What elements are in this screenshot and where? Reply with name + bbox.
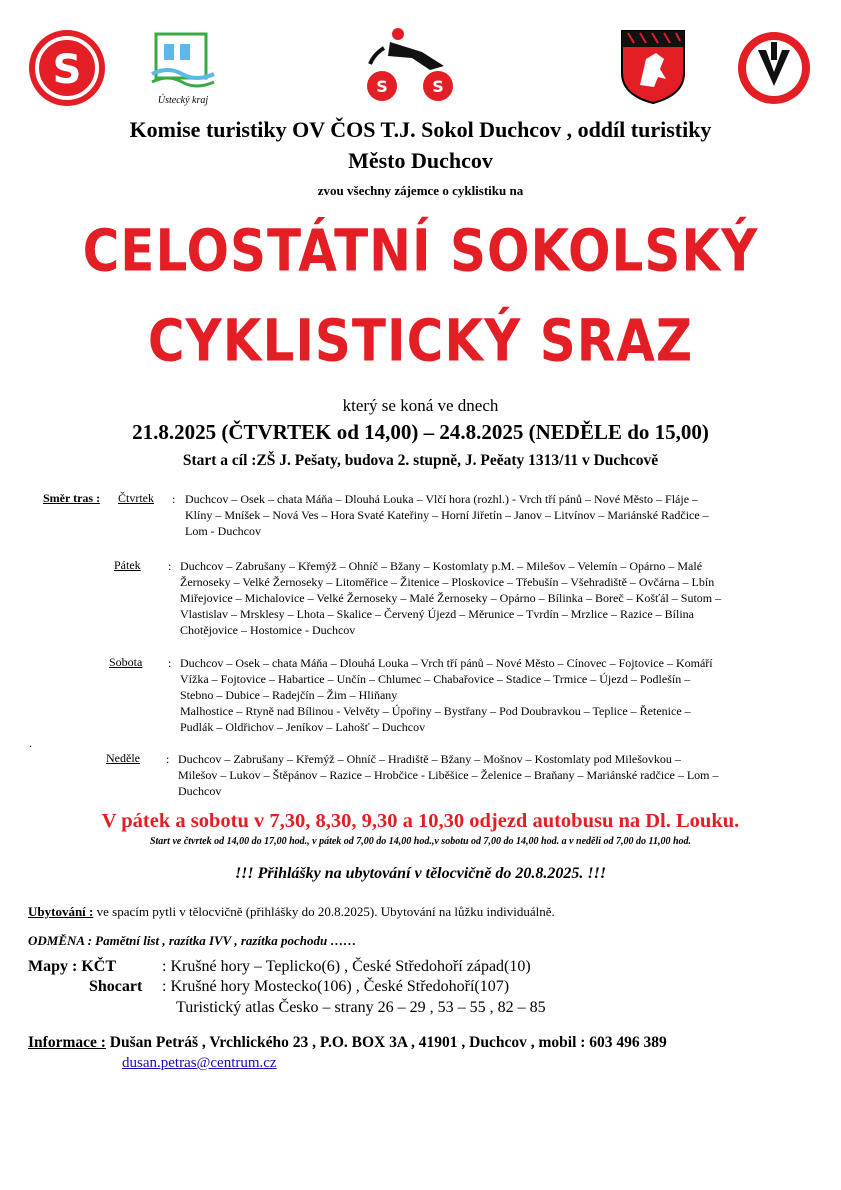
registration-notice: !!! Přihlášky na ubytování v tělocvičně do 20.8.2025. !!! xyxy=(234,865,607,882)
route-friday-3: Miřejovice – Michalovice – Velké Žernoseky – Malé Žernoseky – Opárno – Bílinka – Boreč – Košťál – Sutom – xyxy=(180,591,722,605)
route-friday-5: Chotějovice – Hostomice - Duchcov xyxy=(180,623,356,637)
day-friday: Pátek xyxy=(114,558,141,572)
accommodation-text: ve spacím pytli v tělocvičně (přihlášky do 20.8.2025). Ubytování na lůžku individuálně. xyxy=(93,904,555,919)
route-colon: : xyxy=(168,656,172,670)
svg-text:S: S xyxy=(376,77,388,96)
ustecky-kraj-label: Ústecký kraj xyxy=(157,95,209,106)
route-saturday-4: Malhostice – Rtyně nad Bílinou - Velvěty – Úpořiny – Bystřany – Pod Doubravkou – Teplice – Řetenice – xyxy=(180,704,691,718)
route-friday-1: Duchcov – Zabrušany – Křemýž – Ohníč – Bžany – Kostomlaty p.M. – Milešov – Velemín – Opárno – Malé xyxy=(180,559,703,573)
day-saturday: Sobota xyxy=(109,655,143,669)
maps-label: Mapy : KČT xyxy=(28,958,116,975)
route-friday-2: Žernoseky – Velké Žernoseky – Litoměřice – Žitenice – Ploskovice – Třebušín – Všehradiště – Ovčárna – Lbín xyxy=(180,575,715,589)
sokol-gymnast-logo xyxy=(360,26,460,106)
city-line: Město Duchcov xyxy=(348,148,493,173)
day-sunday: Neděle xyxy=(106,751,140,765)
konani-line: který se koná ve dnech xyxy=(342,396,499,415)
route-saturday-5: Pudlák – Oldřichov – Jeníkov – Lahošť – Duchcov xyxy=(180,720,426,734)
event-dates: 21.8.2025 (ČTVRTEK od 14,00) – 24.8.2025 (NEDĚLE do 15,00) xyxy=(132,420,709,444)
route-friday-4: Vlastislav – Mrsklesy – Lhota – Skalice – Červený Újezd – Měrunice – Tvrdín – Mrzlice – Razice – Bílina xyxy=(180,607,694,621)
route-saturday-1: Duchcov – Osek – chata Máňa – Dlouhá Louka – Vrch tří pánů – Nové Město – Cínovec – Fojtovice – Komáří xyxy=(180,656,713,670)
stray-dot: . xyxy=(29,736,32,750)
routes-label: Směr tras : xyxy=(43,491,101,505)
route-colon: : xyxy=(168,559,172,573)
contact-email-link[interactable]: dusan.petras@centrum.cz xyxy=(122,1055,277,1071)
route-colon: : xyxy=(172,492,176,506)
maps-kct: : Krušné hory – Teplicko(6) , České Středohoří západ(10) xyxy=(162,958,531,975)
route-sunday-2: Milešov – Lukov – Štěpánov – Razice – Hrobčice - Liběšice – Želenice – Braňany – Mariánské radčice – Lom – xyxy=(178,768,719,782)
main-title-line2: CYKLISTICKÝ SRAZ xyxy=(147,307,694,375)
route-thursday-1: Duchcov – Osek – chata Máňa – Dlouhá Louka – Vlčí hora (rozhl.) - Vrch tří pánů – Nové Město – Fláje – xyxy=(185,492,699,506)
route-saturday-2: Vížka – Fojtovice – Habartice – Unčín – Chlumec – Chabařovice – Stadice – Trmice – Újezd – Podlešín – xyxy=(180,672,691,686)
start-location: Start a cíl :ZŠ J. Pešaty, budova 2. stupně, J. Peěaty 1313/11 v Duchcově xyxy=(182,452,659,469)
route-saturday-3: Stebno – Dubice – Radejčín – Žim – Hliňany xyxy=(180,688,398,702)
svg-text:S: S xyxy=(432,77,444,96)
ivv-logo xyxy=(736,30,812,106)
contact-text: Dušan Petráš , Vrchlického 23 , P.O. BOX 3A , 41901 , Duchcov , mobil : 603 496 389 xyxy=(105,1034,667,1051)
svg-text:S: S xyxy=(52,47,82,93)
start-times: Start ve čtvrtek od 14,00 do 17,00 hod., v pátek od 7,00 do 14,00 hod.,v sobotu od 7,00 do 14,00 hod. a v neděli od 7,00 do 11,00 hod. xyxy=(149,836,692,847)
sokol-logo xyxy=(28,29,106,107)
ustecky-kraj-logo xyxy=(148,30,218,110)
duchcov-coat-of-arms xyxy=(620,29,686,105)
reward-line: ODMĚNA : Pamětní list , razítka IVV , razítka pochodu …… xyxy=(28,933,357,948)
bus-notice: V pátek a sobotu v 7,30, 8,30, 9,30 a 10,30 odjezd autobusu na Dl. Louku. xyxy=(101,810,740,832)
route-sunday-3: Duchcov xyxy=(178,784,222,798)
day-thursday: Čtvrtek xyxy=(118,491,154,505)
invite-line: zvou všechny zájemce o cyklistiku na xyxy=(317,183,524,198)
route-colon: : xyxy=(166,752,170,766)
route-thursday-3: Lom - Duchcov xyxy=(185,524,261,538)
organizers-line: Komise turistiky OV ČOS T.J. Sokol Duchcov , oddíl turistiky xyxy=(129,117,712,142)
contact-label: Informace : xyxy=(28,1034,106,1051)
route-sunday-1: Duchcov – Zabrušany – Křemýž – Ohníč – Hradiště – Bžany – Mošnov – Kostomlaty pod Milešovkou – xyxy=(178,752,681,766)
main-title-line1: CELOSTÁTNÍ SOKOLSKÝ xyxy=(82,217,759,285)
accommodation-label: Ubytování : xyxy=(28,904,94,919)
route-thursday-2: Klíny – Mníšek – Nová Ves – Hora Svaté Kateřiny – Horní Jiřetín – Janov – Litvínov – Mariánské Radčice – xyxy=(185,508,709,522)
maps-shocart: : Krušné hory Mostecko(106) , České Středohoří(107) xyxy=(162,978,510,995)
maps-atlas: Turistický atlas Česko – strany 26 – 29 , 53 – 55 , 82 – 85 xyxy=(176,999,546,1016)
maps-shocart-label: Shocart xyxy=(89,978,143,995)
contact-line xyxy=(28,1034,667,1052)
accommodation-line xyxy=(28,904,555,920)
